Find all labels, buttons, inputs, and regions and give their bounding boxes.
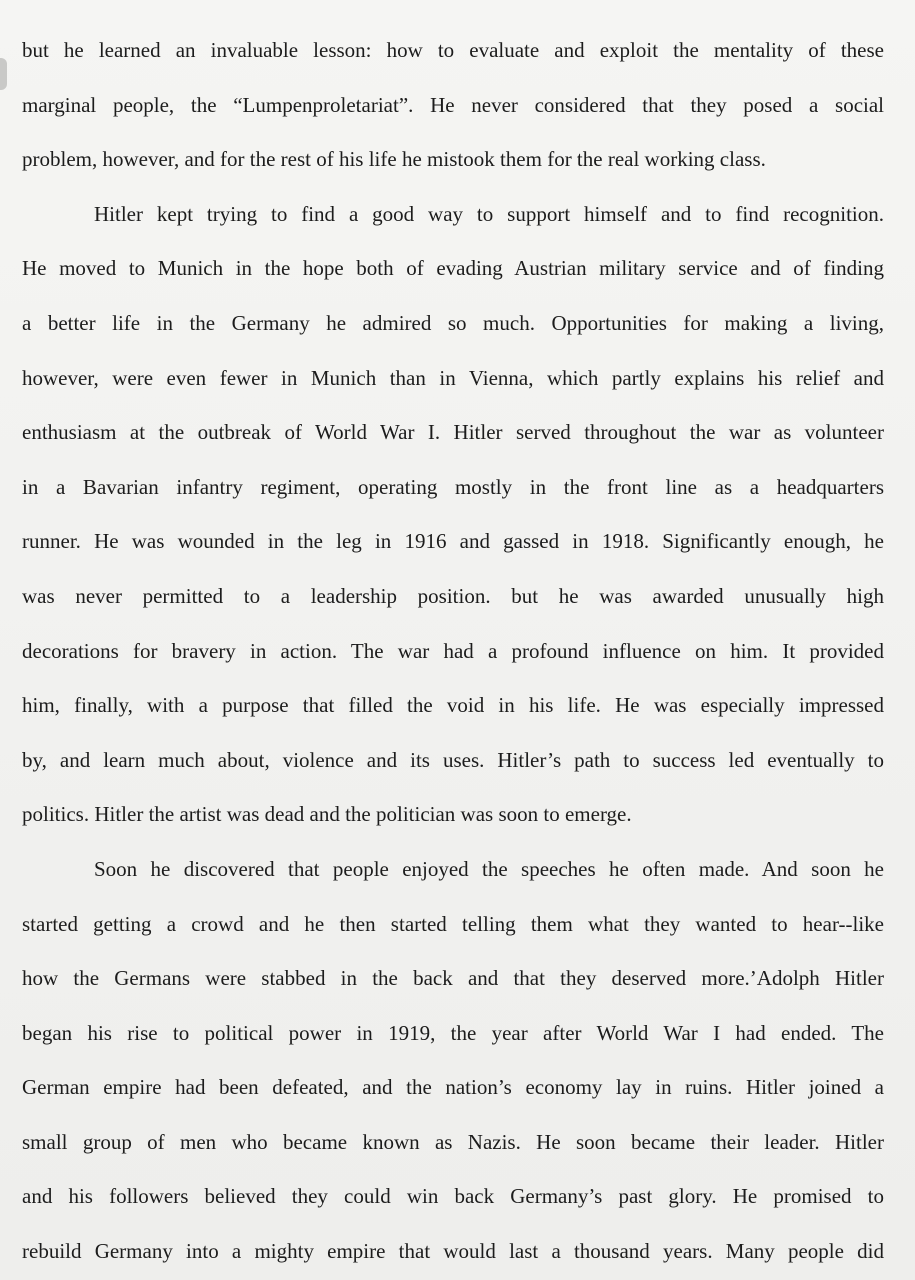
paragraph-3 <box>22 842 884 1279</box>
text-line: but he learned an invaluable lesson: how to evaluate and exploit the mentality of these <box>22 38 884 62</box>
scan-mark <box>0 58 7 90</box>
text-line: and his followers believed they could win back Germany’s past glory. He promised to <box>22 1184 884 1209</box>
text-line: small group of men who became known as Nazis. He soon became their leader. Hitler <box>22 1129 884 1154</box>
text-line: was never permitted to a leadership position. but he was awarded unusually high <box>22 583 884 608</box>
text-line: by, and learn much about, violence and its uses. Hitler’s path to success led eventually to <box>22 747 884 772</box>
text-line: decorations for bravery in action. The war had a profound influence on him. It provided <box>22 638 884 663</box>
text-line: Hitler kept trying to find a good way to support himself and to find recognition. <box>94 201 884 226</box>
text-line: in a Bavarian infantry regiment, operating mostly in the front line as a headquarters <box>22 474 884 499</box>
document-body <box>22 23 884 1279</box>
text-line: German empire had been defeated, and the nation’s economy lay in ruins. Hitler joined a <box>22 1075 884 1100</box>
text-line: marginal people, the “Lumpenproletariat”. He never considered that they posed a social <box>22 92 884 117</box>
text-line: Soon he discovered that people enjoyed the speeches he often made. And soon he <box>94 856 884 881</box>
text-line: how the Germans were stabbed in the back and that they deserved more.’Adolph Hitler <box>22 966 884 991</box>
text-line: problem, however, and for the rest of his life he mistook them for the real working class. <box>22 147 766 172</box>
paragraph-2 <box>22 187 884 842</box>
text-line: He moved to Munich in the hope both of evading Austrian military service and of finding <box>22 256 884 281</box>
text-line: a better life in the Germany he admired so much. Opportunities for making a living, <box>22 310 884 335</box>
text-line: him, finally, with a purpose that filled the void in his life. He was especially impressed <box>22 693 884 718</box>
text-line: began his rise to political power in 1919, the year after World War I had ended. The <box>22 1020 884 1045</box>
text-line: runner. He was wounded in the leg in 1916 and gassed in 1918. Significantly enough, he <box>22 529 884 554</box>
text-line: politics. Hitler the artist was dead and the politician was soon to emerge. <box>22 802 632 827</box>
text-line: rebuild Germany into a mighty empire that would last a thousand years. Many people did <box>22 1239 884 1264</box>
text-line: started getting a crowd and he then started telling them what they wanted to hear--like <box>22 911 884 936</box>
text-line: enthusiasm at the outbreak of World War I. Hitler served throughout the war as volunteer <box>22 420 884 445</box>
paragraph-1 <box>22 23 884 187</box>
text-line: however, were even fewer in Munich than in Vienna, which partly explains his relief and <box>22 365 884 390</box>
